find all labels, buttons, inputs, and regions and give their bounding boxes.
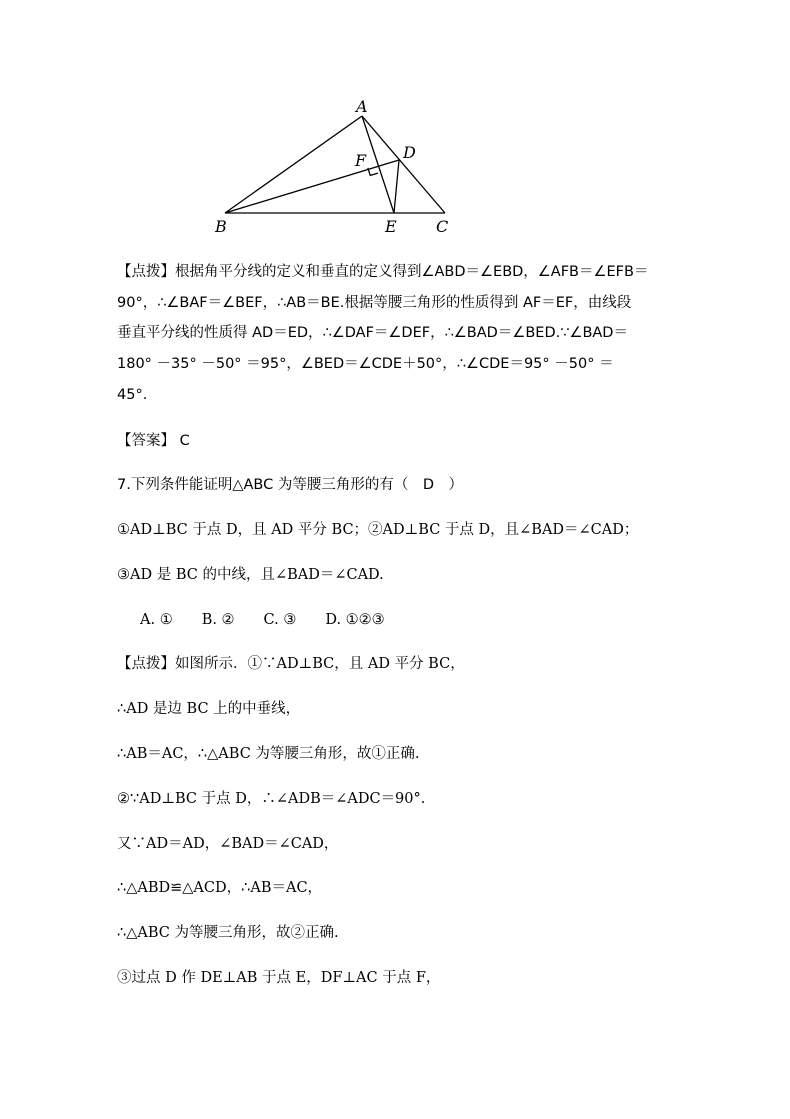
segment-ae <box>362 116 394 213</box>
explain-line-1: 【点拨】如图所示．①∵AD⊥BC，且 AD 平分 BC， <box>117 656 465 672</box>
explain-line-4: ②∵AD⊥BC 于点 D，∴∠ADB＝∠ADC＝90°. <box>117 791 426 807</box>
condition-line-1: ①AD⊥BC 于点 D，且 AD 平分 BC；②AD⊥BC 于点 D，且∠BAD＝∠CAD； <box>117 522 639 538</box>
explain-line-7: ∴△ABC 为等腰三角形，故②正确. <box>117 925 339 941</box>
explain-line-3: ∴AB＝AC，∴△ABC 为等腰三角形，故①正确. <box>117 746 420 762</box>
hint-line-2: 90°，∴∠BAF＝∠BEF，∴AB＝BE.根据等腰三角形的性质得到 AF＝EF，由线段 <box>117 295 632 311</box>
segment-ab <box>225 116 362 213</box>
label-e: E <box>385 217 397 236</box>
question-7: 7.下列条件能证明△ABC 为等腰三角形的有（ D ） <box>117 477 463 493</box>
label-f: F <box>355 151 367 170</box>
label-d: D <box>403 143 416 162</box>
label-c: C <box>436 217 449 236</box>
label-a: A <box>356 97 368 116</box>
explain-line-5: 又∵AD＝AD，∠BAD＝∠CAD， <box>117 836 339 852</box>
explain-line-6: ∴△ABD≌△ACD，∴AB＝AC， <box>117 880 323 896</box>
label-b: B <box>215 217 227 236</box>
hint-line-1: 【点拨】根据角平分线的定义和垂直的定义得到∠ABD＝∠EBD，∠AFB＝∠EFB＝ <box>117 264 649 280</box>
hint-line-4: 180° －35° －50° ＝95°，∠BED＝∠CDE＋50°，∴∠CDE＝95° －50° ＝ <box>117 356 614 372</box>
segment-de <box>394 160 399 213</box>
triangle-figure <box>205 92 465 242</box>
condition-line-2: ③AD 是 BC 的中线，且∠BAD＝∠CAD. <box>117 567 384 583</box>
answer-line: 【答案】 C <box>117 433 190 449</box>
hint-line-5: 45°. <box>117 387 148 403</box>
explain-line-2: ∴AD 是边 BC 上的中垂线， <box>117 701 301 717</box>
segment-ac <box>362 116 445 213</box>
options-line: A. ① B. ② C. ③ D. ①②③ <box>140 612 385 628</box>
segment-bd <box>225 160 399 213</box>
hint-line-3: 垂直平分线的性质得 AD＝ED，∴∠DAF＝∠DEF，∴∠BAD＝∠BED.∵∠BAD＝ <box>117 325 628 341</box>
explain-line-8: ③过点 D 作 DE⊥AB 于点 E，DF⊥AC 于点 F， <box>117 970 441 986</box>
